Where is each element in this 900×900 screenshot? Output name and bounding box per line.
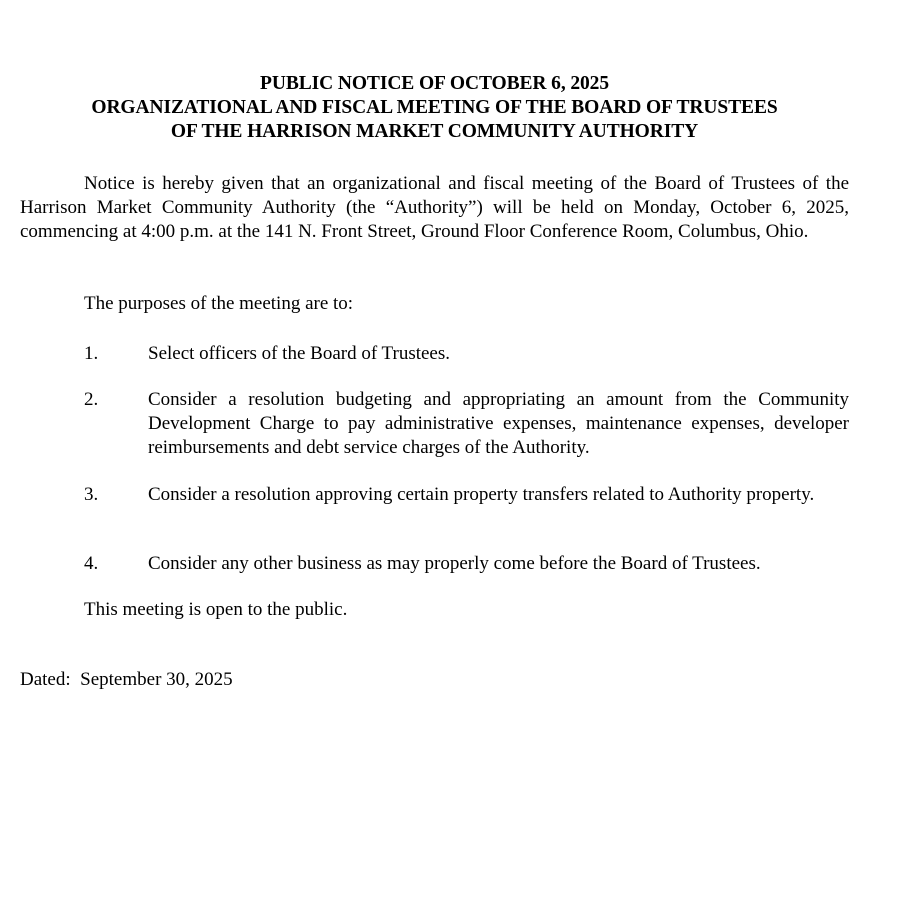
dated-line <box>20 668 233 692</box>
purpose-text: Consider a resolution approving certain property transfers related to Authority property. <box>148 484 815 505</box>
title-line-meeting-type: ORGANIZATIONAL AND FISCAL MEETING OF THE BOARD OF TRUSTEES <box>91 97 778 118</box>
dated-value: September 30, 2025 <box>80 669 233 690</box>
purpose-number: 1. <box>84 343 99 364</box>
purpose-number: 3. <box>84 484 99 505</box>
purpose-text: Consider a resolution budgeting and appropriating an amount from the Community Development Charge to pay administrative expenses, maintenance expenses, developer reimbursements and debt service charges of the Authority. <box>148 389 849 458</box>
purpose-number: 2. <box>84 389 99 410</box>
purpose-number: 4. <box>84 553 99 574</box>
notice-title <box>0 72 869 144</box>
purposes-intro: The purposes of the meeting are to: <box>84 293 354 314</box>
intro-paragraph: Notice is hereby given that an organizational and fiscal meeting of the Board of Trustees of the Harrison Market Community Authority (the “Authority”) will be held on Monday, October 6, 2025, commencing at 4:00 p.m. at the 141 N. Front Street, Ground Floor Conference Room, Columbus, Ohio. <box>20 173 849 242</box>
title-line-notice-date: PUBLIC NOTICE OF OCTOBER 6, 2025 <box>260 73 609 94</box>
purpose-list-item <box>84 552 849 576</box>
purpose-text: Consider any other business as may properly come before the Board of Trustees. <box>148 553 761 574</box>
dated-label: Dated: <box>20 669 71 690</box>
purpose-list-item <box>84 483 849 507</box>
purpose-list-item <box>84 388 849 460</box>
title-line-authority: OF THE HARRISON MARKET COMMUNITY AUTHORITY <box>170 121 699 142</box>
open-to-public-statement: This meeting is open to the public. <box>84 599 348 620</box>
purpose-list-item <box>84 342 849 366</box>
purpose-text: Select officers of the Board of Trustees. <box>148 343 451 364</box>
